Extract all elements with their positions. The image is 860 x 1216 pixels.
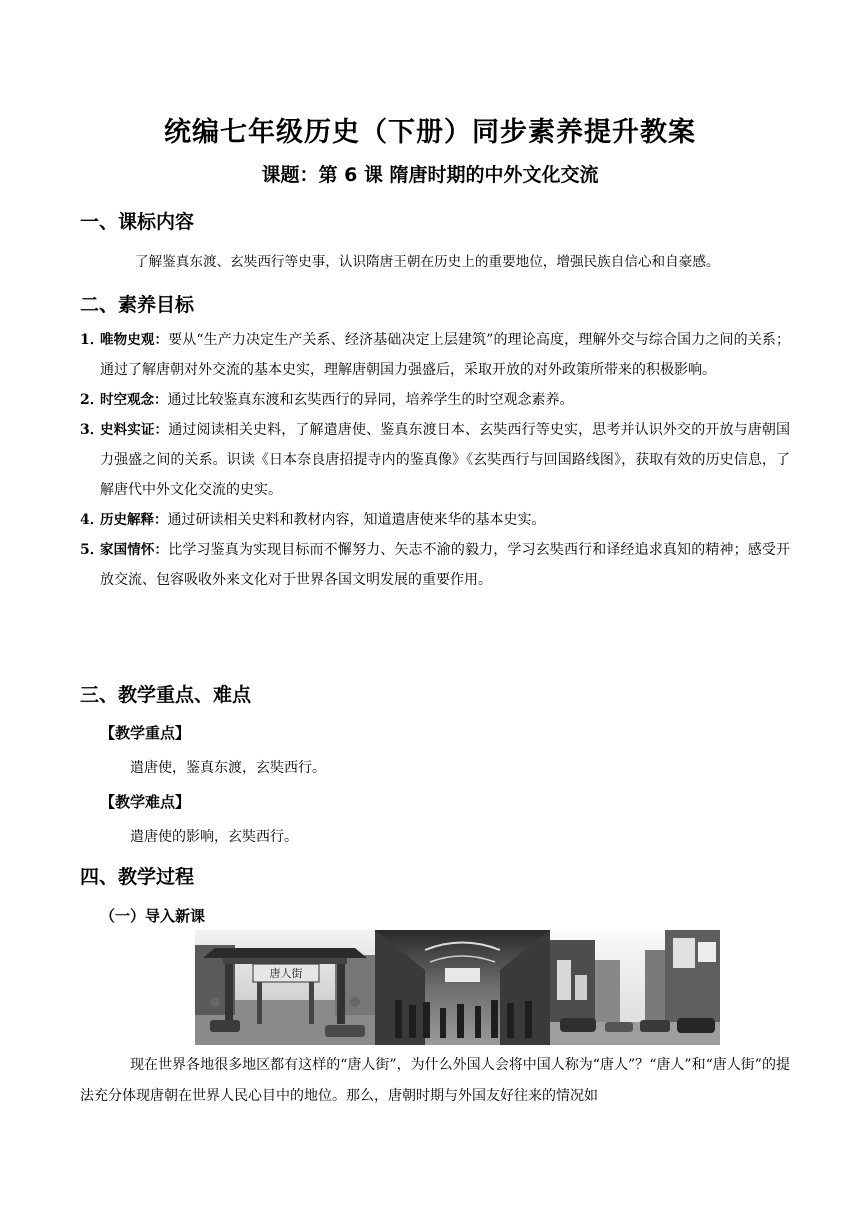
lesson-title: 课题：第 6 课 隋唐时期的中外文化交流 [261,164,599,186]
goal-item [80,415,790,505]
goal-text: 要从“生产力决定生产关系、经济基础决定上层建筑”的理论高度，理解外交与综合国力之间的关系；通过了解唐朝对外交流的基本史实，理解唐朝国力强盛后，采取开放的对外政策所带来的积极影响。 [100,332,791,378]
goal-number: 4． [80,512,104,528]
section-heading-standards: 一、课标内容 [80,211,195,233]
key-points-text: 遣唐使，鉴真东渡，玄奘西行。 [130,760,326,776]
goal-text: 比学习鉴真为实现目标而不懈努力、矢志不渝的毅力，学习玄奘西行和译经追求真知的精神；感受开放交流、包容吸收外来文化对于世界各国文明发展的重要作用。 [100,542,791,588]
goal-label: 家国情怀： [100,542,169,558]
difficult-points-label: 【教学难点】 [100,793,191,811]
goal-item [80,535,790,595]
section-heading-process: 四、教学过程 [80,866,195,888]
section-heading-goals: 二、素养目标 [80,294,195,316]
chinatown-photo [195,930,720,1045]
goals-list [80,325,790,595]
goal-label: 时空观念： [100,392,168,408]
goal-number: 1． [80,332,104,348]
document-title: 统编七年级历史（下册）同步素养提升教案 [164,117,696,148]
goal-number: 3． [80,422,104,438]
goal-text: 通过研读相关史料和教材内容，知道遣唐使来华的基本史实。 [167,512,546,528]
section-heading-focus: 三、教学重点、难点 [80,684,252,706]
key-points-label: 【教学重点】 [100,724,191,742]
goal-number: 5． [80,542,104,558]
sub-heading-intro: （一）导入新课 [100,907,206,925]
gate-sign-text: 唐人街 [269,967,303,980]
goal-label: 唯物史观： [100,332,169,348]
goal-item [80,385,790,415]
intro-paragraph: 现在世界各地很多地区都有这样的“唐人街”，为什么外国人会将中国人称为“唐人”？“唐人”和“唐人街”的提法充分体现唐朝在世界人民心目中的地位。那么，唐朝时期与外国友好往来的情况如 [80,1057,790,1104]
difficult-points-text: 遣唐使的影响，玄奘西行。 [130,829,298,845]
chinatown-photo-image [195,930,720,1045]
goal-text: 通过比较鉴真东渡和玄奘西行的异同，培养学生的时空观念素养。 [167,392,574,408]
goal-item [80,505,790,535]
goal-label: 史料实证： [100,422,169,438]
goal-text: 通过阅读相关史料，了解遣唐使、鉴真东渡日本、玄奘西行等史实，思考并认识外交的开放与唐朝国力强盛之间的关系。识读《日本奈良唐招提寺内的鉴真像》《玄奘西行与回国路线图》，获取有效的历史信息，了解唐代中外文化交流的史实。 [100,422,791,498]
standards-text: 了解鉴真东渡、玄奘西行等史事，认识隋唐王朝在历史上的重要地位，增强民族自信心和自豪感。 [135,254,720,270]
goal-label: 历史解释： [100,512,168,528]
goal-number: 2． [80,392,104,408]
goal-item [80,325,790,385]
